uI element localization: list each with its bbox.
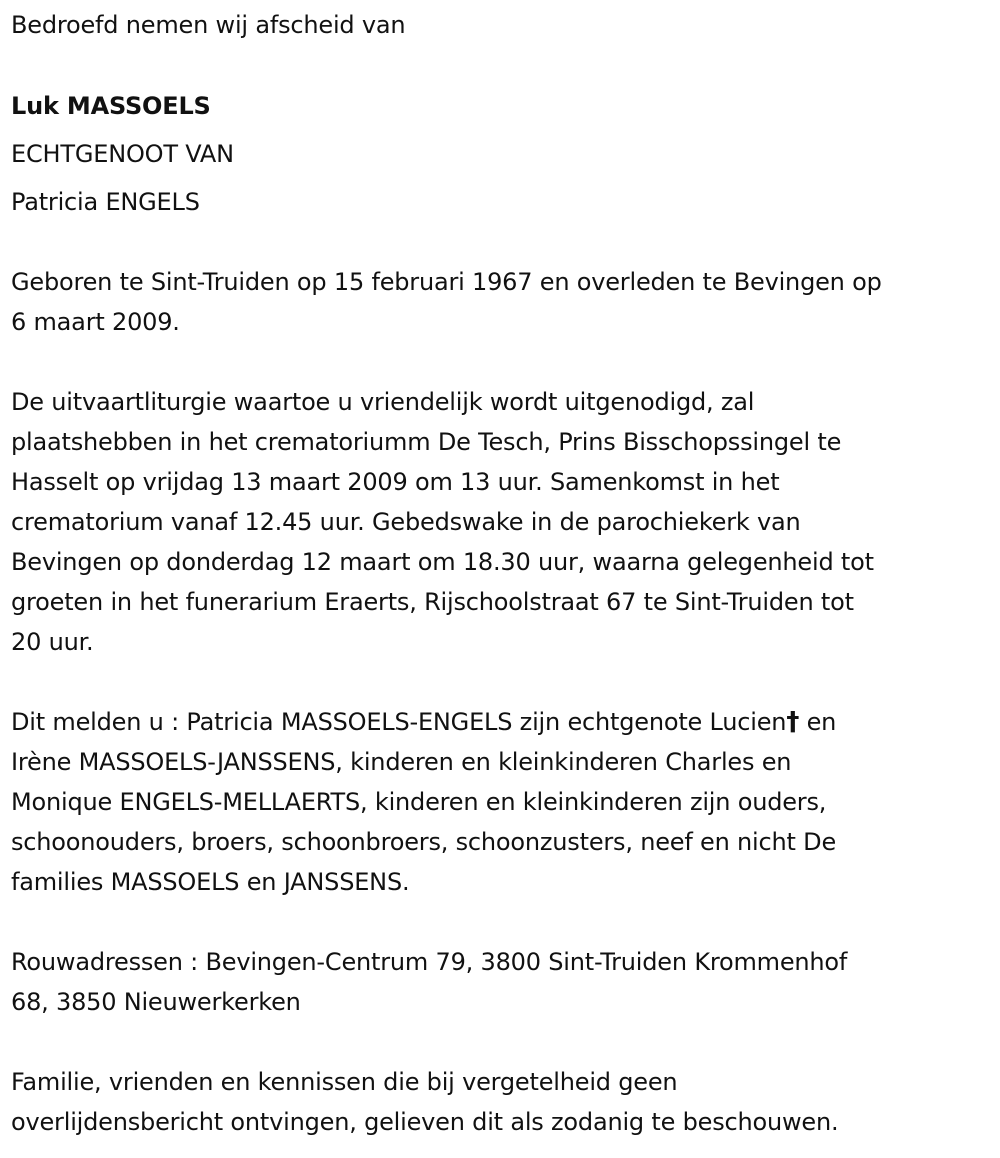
paragraph-line: groeten in het funerarium Eraerts, Rijschoolstraat 67 te Sint-Truiden tot: [11, 588, 854, 616]
announcement-paragraph: [11, 702, 991, 902]
announcement-text-end: en: [799, 708, 837, 736]
funeral-paragraph: [11, 382, 991, 662]
paragraph-line: Irène MASSOELS-JANSSENS, kinderen en kleinkinderen Charles en: [11, 748, 792, 776]
announcement-text: Dit melden u : Patricia MASSOELS-ENGELS zijn echtgenote Lucien: [11, 708, 787, 736]
birth-death-paragraph: [11, 262, 991, 342]
paragraph-line: 6 maart 2009.: [11, 308, 180, 336]
paragraph-line: 68, 3850 Nieuwerkerken: [11, 988, 301, 1016]
paragraph-line: De uitvaartliturgie waartoe u vriendelijk wordt uitgenodigd, zal: [11, 388, 755, 416]
paragraph-line: Bevingen op donderdag 12 maart om 18.30 uur, waarna gelegenheid tot: [11, 548, 874, 576]
addresses-paragraph: [11, 942, 991, 1022]
paragraph-line: Rouwadressen : Bevingen-Centrum 79, 3800 Sint-Truiden Krommenhof: [11, 948, 848, 976]
paragraph-line: families MASSOELS en JANSSENS.: [11, 868, 410, 896]
deceased-name: Luk MASSOELS: [11, 92, 211, 120]
paragraph-line: Hasselt op vrijdag 13 maart 2009 om 13 uur. Samenkomst in het: [11, 468, 780, 496]
paragraph-line: Monique ENGELS-MELLAERTS, kinderen en kleinkinderen zijn ouders,: [11, 788, 827, 816]
paragraph-line: Geboren te Sint-Truiden op 15 februari 1967 en overleden te Bevingen op: [11, 268, 882, 296]
closing-paragraph: [11, 1062, 991, 1142]
paragraph-line: 20 uur.: [11, 628, 94, 656]
paragraph-line: overlijdensbericht ontvingen, gelieven dit als zodanig te beschouwen.: [11, 1108, 839, 1136]
paragraph-line: Familie, vrienden en kennissen die bij vergetelheid geen: [11, 1068, 678, 1096]
cross-icon: †: [786, 707, 800, 737]
paragraph-line: schoonouders, broers, schoonbroers, schoonzusters, neef en nicht De: [11, 828, 837, 856]
relation-label: ECHTGENOOT VAN: [11, 140, 234, 168]
paragraph-line: plaatshebben in het crematoriumm De Tesch, Prins Bisschopssingel te: [11, 428, 842, 456]
intro-text: Bedroefd nemen wij afscheid van: [11, 11, 406, 39]
spouse-name: Patricia ENGELS: [11, 188, 200, 216]
paragraph-line: crematorium vanaf 12.45 uur. Gebedswake in de parochiekerk van: [11, 508, 801, 536]
paragraph-line: [11, 702, 991, 742]
